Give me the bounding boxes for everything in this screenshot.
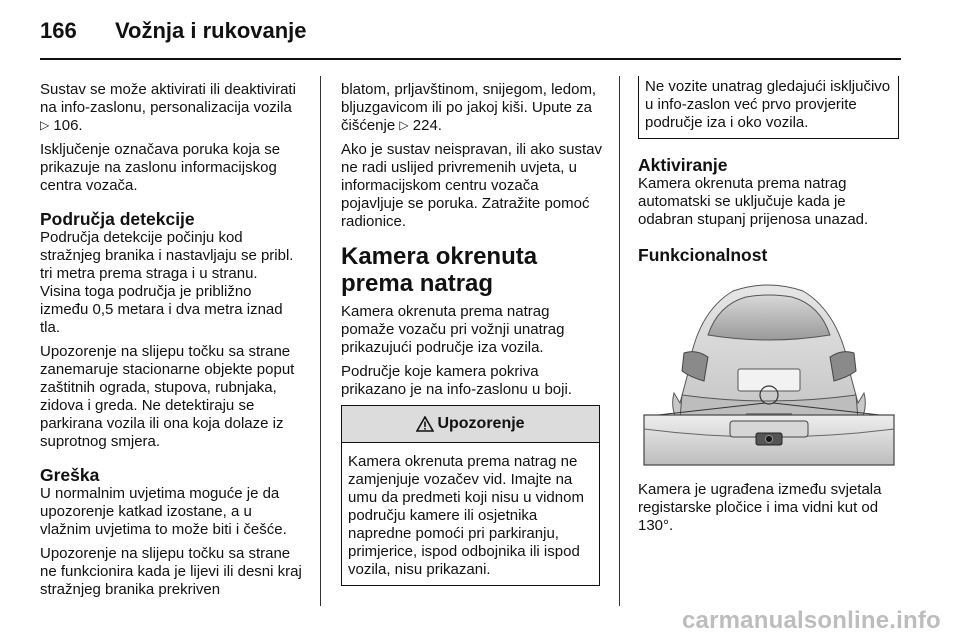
section-heading-function: Funkcionalnost — [638, 245, 768, 265]
section-heading-camera: Kamera okrenuta prema natrag — [341, 243, 538, 297]
paragraph: Područja detekcije počinju kod stražnjeg branika i nastavljaju se pribl. tri metra prema straga i u stranu. Visina toga područja je približno između 0,5 metara i dva metra iznad tla. — [40, 229, 294, 336]
column-3 — [638, 78, 900, 541]
paragraph: blatom, prljavštinom, snijegom, ledom, bljuzgavicom ili po jakoj kiši. Upute za čišćenje ▷ 224. — [341, 81, 597, 134]
section-heading-activation: Aktiviranje — [638, 155, 728, 175]
watermark: carmanualsonline.info — [682, 607, 941, 634]
rear-camera-illustration — [638, 273, 900, 473]
car-rear-image — [638, 273, 900, 473]
paragraph: Kamera je ugrađena između svjetala registarske pločice i ima vidni kut od 130°. — [638, 481, 882, 534]
warning-text: Kamera okrenuta prema natrag ne zamjenjuje vozačev vid. Imajte na umu da predmeti koji nisu u vidnom području kamere ili osjetnika napredne pomoći pri parkiranju, primjerice, ispod odbojnika ili ispod vozila, nisu prikazani. — [348, 453, 584, 578]
warning-box — [341, 405, 600, 586]
column-divider — [619, 76, 620, 606]
column-1 — [40, 81, 302, 605]
warning-header — [342, 406, 599, 443]
paragraph: U normalnim uvjetima moguće je da upozorenje katkad izostane, a u vlažnim uvjetima to može biti i češće. — [40, 485, 287, 538]
section-heading-detection: Područja detekcije — [40, 209, 195, 229]
chapter-title: Vožnja i rukovanje — [115, 18, 307, 43]
section-heading-error: Greška — [40, 465, 100, 485]
warning-continuation-box — [638, 76, 899, 139]
page-reference-link[interactable]: 224. — [412, 117, 442, 134]
paragraph: Kamera okrenuta prema natrag automatski se uključuje kada je odabran stupanj prijenosa unazad. — [638, 175, 869, 228]
page-reference-link[interactable]: 106. — [53, 117, 83, 134]
triangle-right-icon: ▷ — [399, 118, 409, 132]
paragraph: Sustav se može aktivirati ili deaktivirati na info-zaslonu, personalizacija vozila ▷ 106. — [40, 81, 296, 134]
paragraph: Upozorenje na slijepu točku sa strane zanemaruje stacionarne objekte poput zaštitnih ograda, stupova, rubnjaka, zidova i greda. Ne detektiraju se parkirana vozila ili ona koja dolaze iz suprotnog smjera. — [40, 343, 295, 450]
warning-title: Upozorenje — [437, 415, 525, 432]
column-divider — [320, 76, 321, 606]
paragraph: Kamera okrenuta prema natrag pomaže vozaču pri vožnji unatrag prikazujući područje iza vozila. — [341, 303, 565, 356]
header-rule — [40, 58, 901, 60]
paragraph: Ako je sustav neispravan, ili ako sustav ne radi uslijed privremenih uvjeta, u informacijskom centru vozača pojavljuje se poruka. Zatražite pomoć radionice. — [341, 141, 602, 230]
paragraph: Upozorenje na slijepu točku sa strane ne funkcionira kada je lijevi ili desni kraj stražnjeg branika prekriven — [40, 545, 302, 598]
warning-triangle-icon — [416, 416, 434, 432]
triangle-right-icon: ▷ — [40, 118, 50, 132]
warning-body — [342, 443, 599, 585]
column-2 — [341, 81, 603, 586]
warning-continuation-text: Ne vozite unatrag gledajući isključivo u info-zaslon već prvo provjerite područje iza i oko vozila. — [645, 78, 891, 131]
page-number: 166 — [40, 18, 77, 43]
paragraph: Područje koje kamera pokriva prikazano je na info-zaslonu u boji. — [341, 363, 572, 398]
paragraph: Isključenje označava poruka koja se prikazuje na zaslonu informacijskog centra vozača. — [40, 141, 281, 194]
